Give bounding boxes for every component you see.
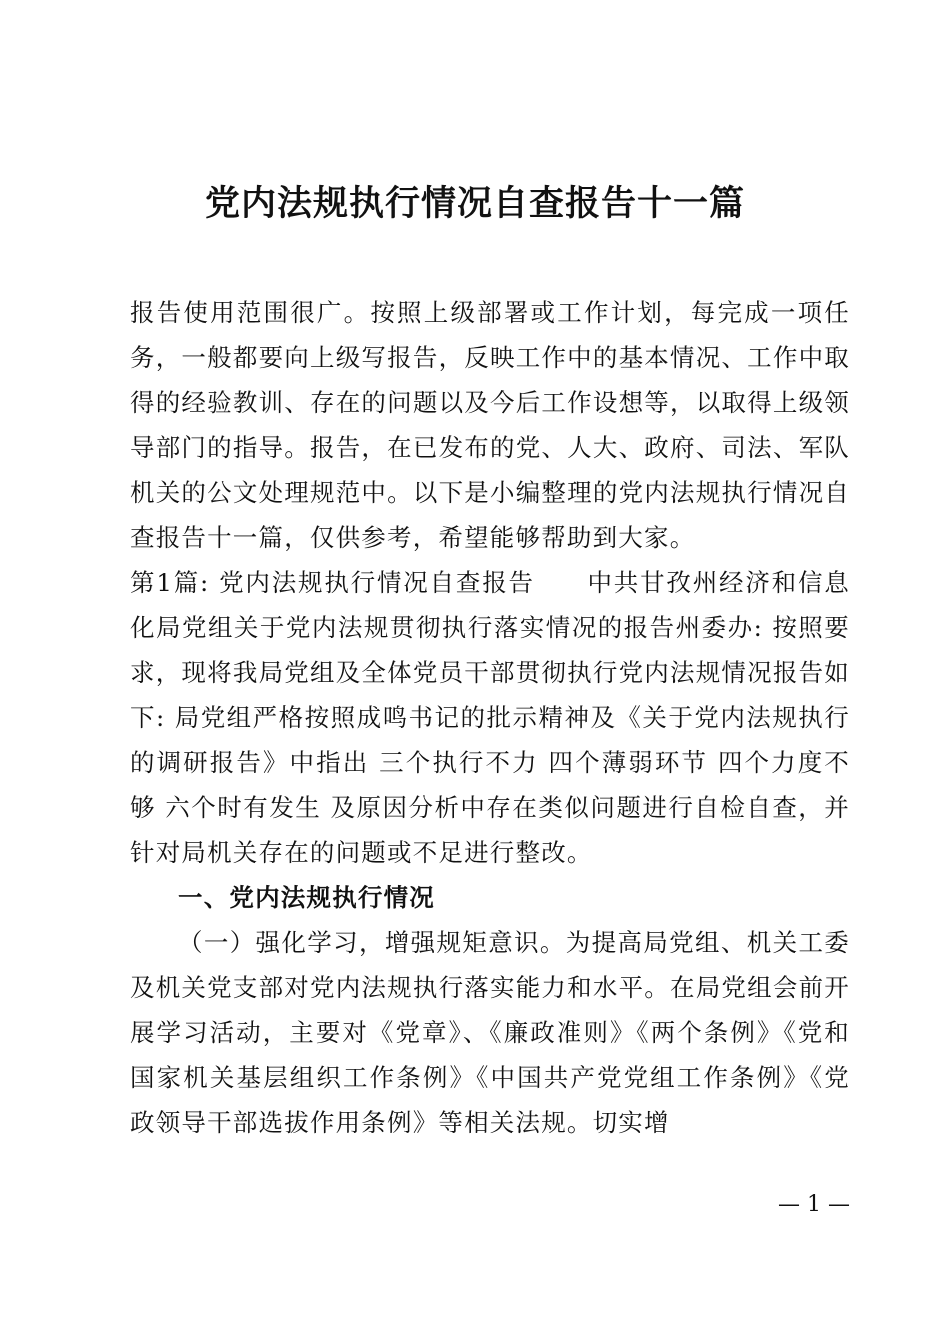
body-paragraph: （一）强化学习，增强规矩意识。为提高局党组、机关工委及机关党支部对党内法规执行落实能力和水平。在局党组会前开展学习活动，主要对《党章》、《廉政准则》《两个条例》《党和国家机关基层组织工作条例》《中国共产党党组工作条例》《党政领导干部选拔作用条例》等相关法规。切实增 [130, 928, 850, 1137]
section-1-paragraph: 第1篇: 党内法规执行情况自查报告 中共甘孜州经济和信息化局党组关于党内法规贯彻执行落实情况的报告州委办: 按照要求，现将我局党组及全体党员干部贯彻执行党内法规情况报告如下: 局党组严格按照成鸣书记的批示精神及《关于党内法规执行的调研报告》中指出 三个执行不力 四个薄弱环节 四个力度不够 六个时有发生 及原因分析中存在类似问题进行自检自查，并针对局机关存在的问题或不足进行整改。 [130, 568, 850, 867]
document-body [130, 290, 850, 1145]
intro-paragraph: 报告使用范围很广。按照上级部署或工作计划，每完成一项任务，一般都要向上级写报告，反映工作中的基本情况、工作中取得的经验教训、存在的问题以及今后工作设想等，以取得上级领导部门的指导。报告，在已发布的党、人大、政府、司法、军队机关的公文处理规范中。以下是小编整理的党内法规执行情况自查报告十一篇，仅供参考，希望能够帮助到大家。 [130, 298, 850, 552]
document-title: 党内法规执行情况自查报告十一篇 [204, 184, 745, 224]
page-number: — 1 — [778, 1192, 850, 1217]
section-heading: 一、党内法规执行情况 [178, 883, 435, 912]
